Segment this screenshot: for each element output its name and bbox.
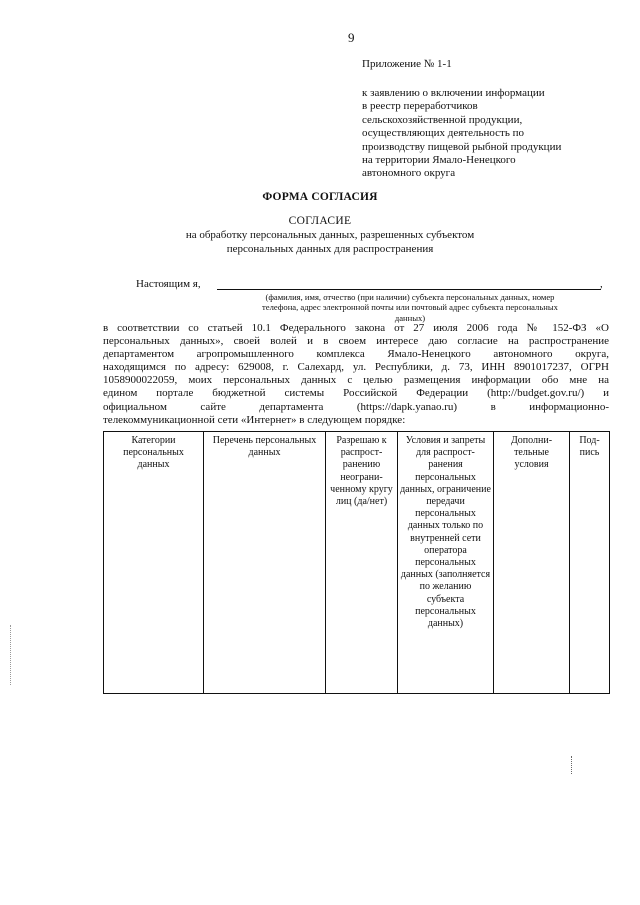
form-title: ФОРМА СОГЛАСИЯ xyxy=(262,191,378,203)
page-number: 9 xyxy=(348,30,355,45)
body-line: официальном сайте департамента (https://dapk.yanao.ru) в информационно- xyxy=(103,400,609,413)
appendix-note-line: к заявлению о включении информации xyxy=(362,87,545,99)
scan-artifact xyxy=(10,625,14,685)
header-additional-conditions[interactable]: Дополни-тельные условия xyxy=(494,432,570,694)
scan-artifact xyxy=(571,756,574,774)
body-line: находящимся по адресу: 629008, г. Салехард, ул. Республики, д. 73, ИНН 8901017237, ОГРН xyxy=(103,361,609,374)
body-line: едином портале бюджетной системы Российской Федерации (http://budget.gov.ru/) и xyxy=(103,387,609,400)
appendix-note-line: автономного округа xyxy=(362,167,456,180)
header-conditions[interactable]: Условия и запреты для распрост-ранения персональных данных, ограничение передачи персональных данных только по внутренней сети оператора персональных данных (заполняется по желанию субъекта персональных данных) xyxy=(398,432,494,694)
appendix-label: Приложение № 1-1 xyxy=(362,58,452,70)
appendix-note xyxy=(362,87,624,181)
appendix-note-line: производству пищевой рыбной продукции xyxy=(362,140,562,153)
header-categories: Категории персональных данных xyxy=(104,432,204,694)
table-row xyxy=(104,432,610,694)
body-line: в соответствии со статьей 10.1 Федерального закона от 27 июля 2006 года № 152-ФЗ «О xyxy=(103,322,609,334)
consent-body xyxy=(103,322,609,427)
consent-subtitle-line: персональных данных для распространения xyxy=(226,242,434,255)
fill-hint-line: (фамилия, имя, отчество (при наличии) субъекта персональных данных, номер xyxy=(265,292,555,302)
fill-hint xyxy=(214,292,606,323)
header-signature[interactable]: Под-пись xyxy=(570,432,610,694)
fill-hint-line: телефона, адрес электронной почты или почтовый адрес субъекта персональных xyxy=(262,302,558,313)
appendix-note-line: в реестр переработчиков xyxy=(362,100,478,113)
body-line: 1058900022059, моих персональных данных с целью размещения информации обо мне на xyxy=(103,374,609,387)
name-fill-line[interactable] xyxy=(217,289,601,290)
body-line: департаментом агропромышленного комплекса Ямало-Ненецкого автономного округа, xyxy=(103,348,609,361)
hereby-label: Настоящим я, xyxy=(136,278,201,290)
header-allow-distribution[interactable]: Разрешаю к распрост-ранению неограни-ченному кругу лиц (да/нет) xyxy=(326,432,398,694)
fill-line-comma: , xyxy=(600,278,603,290)
appendix-note-line: осуществляющих деятельность по xyxy=(362,127,524,140)
body-line: персональных данных», своей волей и в своем интересе даю согласие на распространение xyxy=(103,335,609,348)
appendix-note-line: на территории Ямало-Ненецкого xyxy=(362,154,516,167)
appendix-note-line: сельскохозяйственной продукции, xyxy=(362,113,523,126)
consent-title: СОГЛАСИЕ xyxy=(288,215,352,227)
consent-subtitle-line: на обработку персональных данных, разрешенных субъектом xyxy=(185,229,475,241)
consent-table xyxy=(103,431,610,694)
consent-subtitle xyxy=(150,229,510,256)
body-line: телекоммуникационной сети «Интернет» в следующем порядке: xyxy=(103,413,406,426)
fill-hint-line: данных) xyxy=(394,312,426,323)
header-data-list: Перечень персональных данных xyxy=(204,432,326,694)
